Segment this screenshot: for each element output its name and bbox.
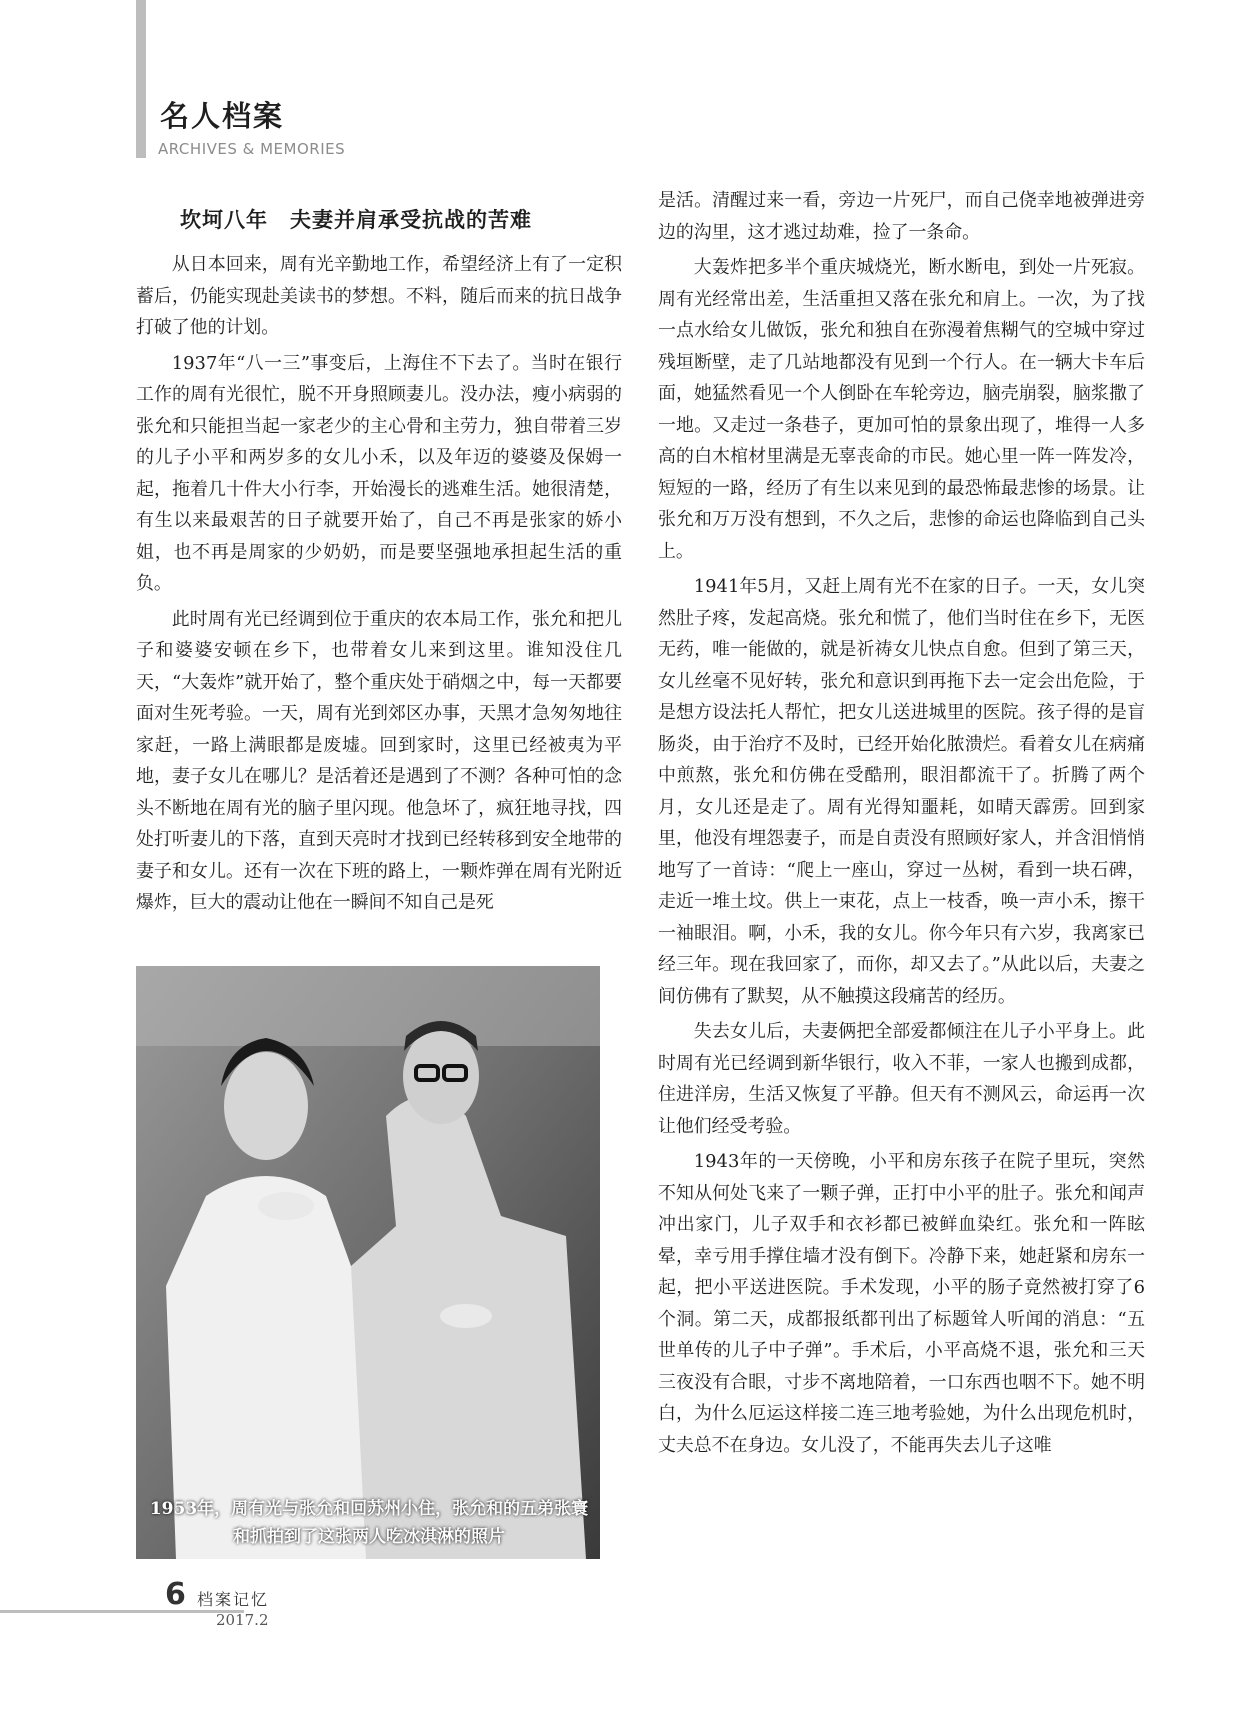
article-paragraph: 1941年5月，又赶上周有光不在家的日子。一天，女儿突然肚子疼，发起高烧。张允和慌了，他们当时住在乡下，无医无药，唯一能做的，就是祈祷女儿快点自愈。但到了第三天，女儿丝毫不见好转，张允和意识到再拖下去一定会出危险，于是想方设法托人帮忙，把女儿送进城里的医院。孩子得的是盲肠炎，由于治疗不及时，已经开始化脓溃烂。看着女儿在病痛中煎熬，张允和仿佛在受酷刑，眼泪都流干了。折腾了两个月，女儿还是走了。周有光得知噩耗，如晴天霹雳。回到家里，他没有埋怨妻子，而是自责没有照顾好家人，并含泪悄悄地写了一首诗：“爬上一座山，穿过一丛树，看到一块石碑，走近一堆土坟。供上一束花，点上一枝香，唤一声小禾，擦干一袖眼泪。啊，小禾，我的女儿。你今年只有六岁，我离家已经三年。现在我回家了，而你，却又去了。”从此以后，夫妻之间仿佛有了默契，从不触摸这段痛苦的经历。: [658, 576, 1145, 1007]
article-paragraph: 1943年的一天傍晚，小平和房东孩子在院子里玩，突然不知从何处飞来了一颗子弹，正打中小平的肚子。张允和闻声冲出家门，儿子双手和衣衫都已被鲜血染红。张允和一阵眩晕，幸亏用手撑住墙才没有倒下。冷静下来，她赶紧和房东一起，把小平送进医院。手术发现，小平的肠子竟然被打穿了6个洞。第二天，成都报纸都刊出了标题耸人听闻的消息：“五世单传的儿子中子弹”。手术后，小平高烧不退，张允和三天三夜没有合眼，寸步不离地陪着，一口东西也咽不下。她不明白，为什么厄运这样接二连三地考验她，为什么出现危机时，丈夫总不在身边。女儿没了，不能再失去儿子这唯: [658, 1151, 1145, 1456]
article-paragraph: 大轰炸把多半个重庆城烧光，断水断电，到处一片死寂。周有光经常出差，生活重担又落在张允和肩上。一次，为了找一点水给女儿做饭，张允和独自在弥漫着焦糊气的空城中穿过残垣断壁，走了几站地都没有见到一个行人。在一辆大卡车后面，她猛然看见一个人倒卧在车轮旁边，脑壳崩裂，脑浆撒了一地。又走过一条巷子，更加可怕的景象出现了，堆得一人多高的白木棺材里满是无辜丧命的市民。她心里一阵一阵发冷，短短的一路，经历了有生以来见到的最恐怖最悲惨的场景。让张允和万万没有想到，不久之后，悲惨的命运也降临到自己头上。: [658, 257, 1145, 562]
article-paragraph: 从日本回来，周有光辛勤地工作，希望经济上有了一定积蓄后，仍能实现赴美读书的梦想。不料，随后而来的抗日战争打破了他的计划。: [136, 254, 622, 338]
article-paragraph: 是活。清醒过来一看，旁边一片死尸，而自己侥幸地被弹进旁边的沟里，这才逃过劫难，捡了一条命。: [658, 190, 1145, 243]
left-column: [136, 249, 622, 923]
issue-number: 2017.2: [216, 1611, 269, 1629]
photo-caption: 1953年，周有光与张允和回苏州小住，张允和的五弟张寰和抓拍到了这张两人吃冰淇淋的照片: [149, 1499, 589, 1547]
photo-illustration: [136, 966, 600, 1559]
header-accent-bar: [136, 0, 146, 158]
right-column: [658, 185, 1145, 1465]
article-photo: [136, 966, 600, 1559]
article-paragraph: 失去女儿后，夫妻俩把全部爱都倾注在儿子小平身上。此时周有光已经调到新华银行，收入不菲，一家人也搬到成都，住进洋房，生活又恢复了平静。但天有不测风云，命运再一次让他们经受考验。: [658, 1021, 1145, 1137]
article-heading: 坎坷八年 夫妻并肩承受抗战的苦难: [180, 208, 532, 232]
section-subtitle: ARCHIVES & MEMORIES: [158, 140, 346, 158]
page-number: 6: [165, 1577, 186, 1612]
footer-rule: [0, 1610, 244, 1613]
magazine-name: 档案记忆: [197, 1590, 270, 1609]
section-title: 名人档案: [160, 99, 285, 133]
article-paragraph: 1937年“八一三”事变后，上海住不下去了。当时在银行工作的周有光很忙，脱不开身照顾妻儿。没办法，瘦小病弱的张允和只能担当起一家老少的主心骨和主劳力，独自带着三岁的儿子小平和两岁多的女儿小禾，以及年迈的婆婆及保姆一起，拖着几十件大小行李，开始漫长的逃难生活。她很清楚，有生以来最艰苦的日子就要开始了，自己不再是张家的娇小姐，也不再是周家的少奶奶，而是要坚强地承担起生活的重负。: [136, 352, 622, 594]
article-paragraph: 此时周有光已经调到位于重庆的农本局工作，张允和把儿子和婆婆安顿在乡下，也带着女儿来到这里。谁知没住几天，“大轰炸”就开始了，整个重庆处于硝烟之中，每一天都要面对生死考验。一天，周有光到郊区办事，天黑才急匆匆地往家赶，一路上满眼都是废墟。回到家时，这里已经被夷为平地，妻子女儿在哪儿？是活着还是遇到了不测？各种可怕的念头不断地在周有光的脑子里闪现。他急坏了，疯狂地寻找，四处打听妻儿的下落，直到天亮时才找到已经转移到安全地带的妻子和女儿。还有一次在下班的路上，一颗炸弹在周有光附近爆炸，巨大的震动让他在一瞬间不知自己是死: [136, 608, 622, 913]
